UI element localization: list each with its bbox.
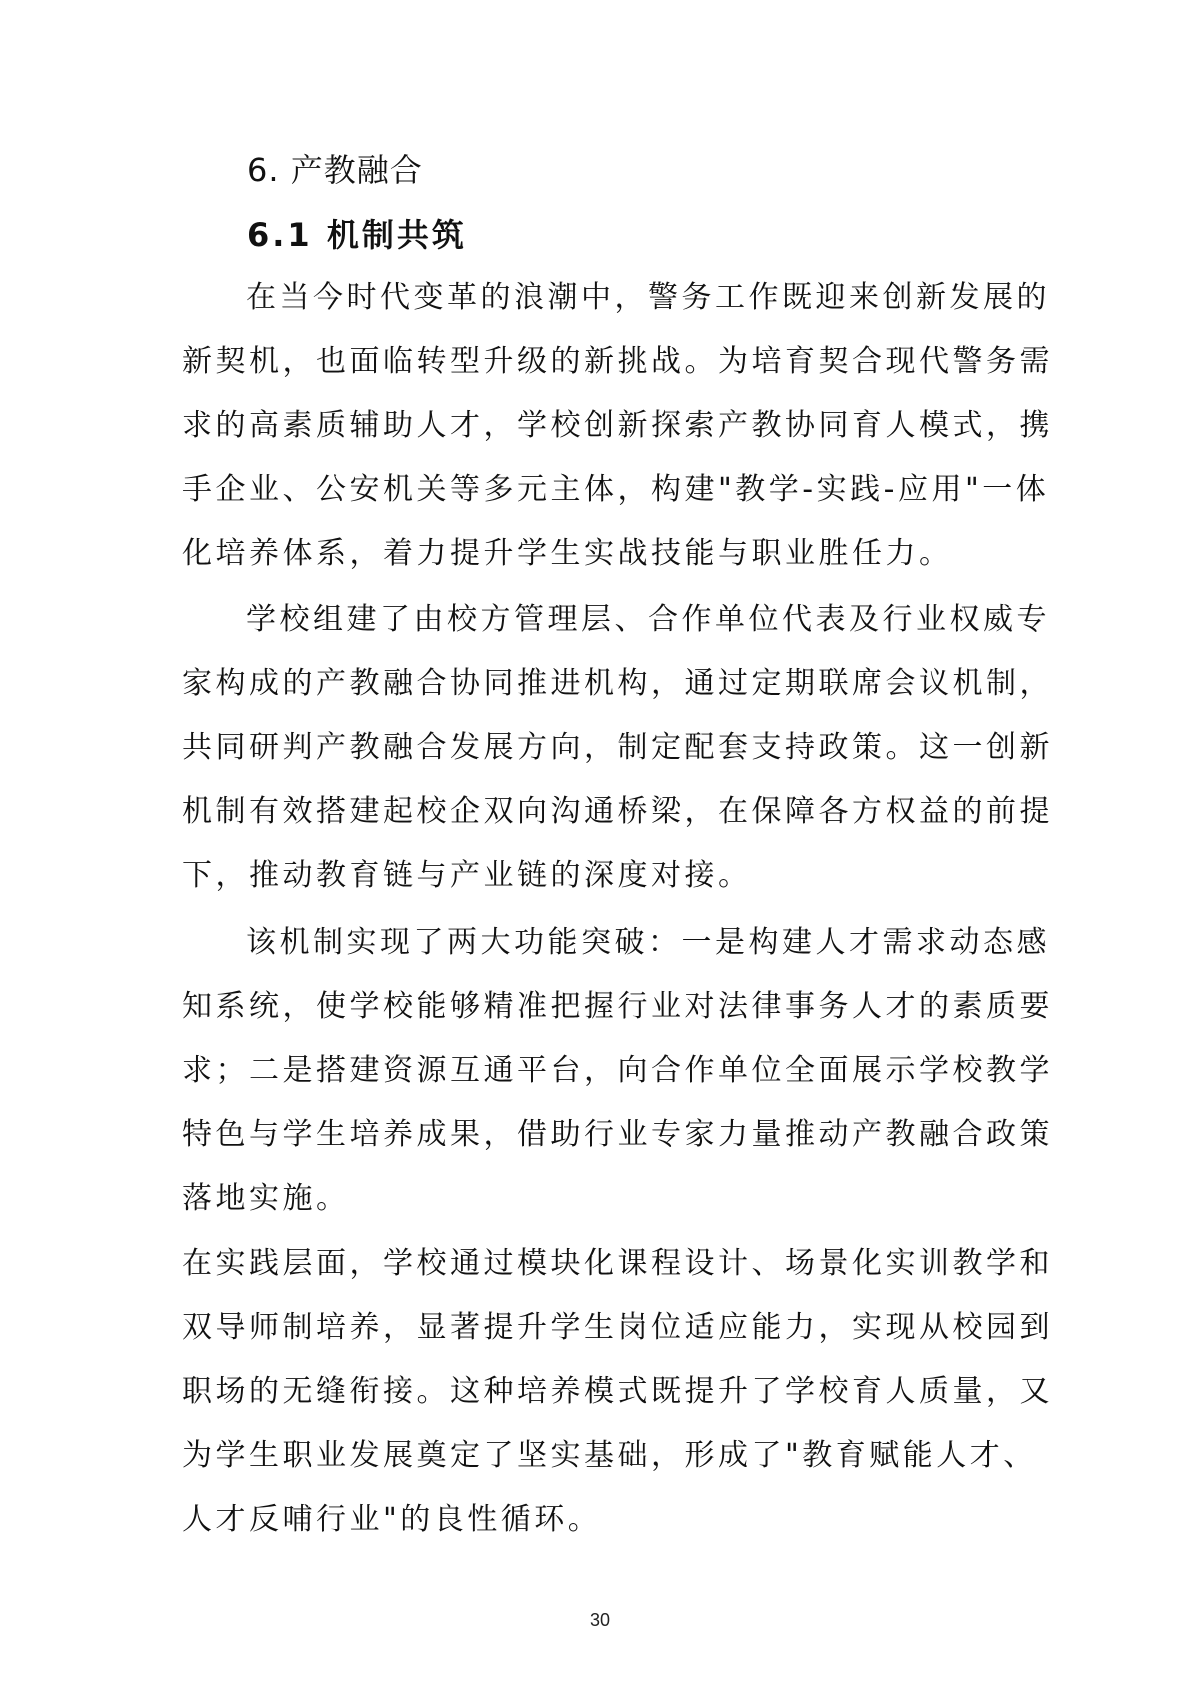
paragraph-line: 在当今时代变革的浪潮中，警务工作既迎来创新发展的	[246, 280, 1050, 315]
paragraph-line: 为学生职业发展奠定了坚实基础，形成了"教育赋能人才、	[182, 1438, 1037, 1473]
paragraph-line: 职场的无缝衔接。这种培养模式既提升了学校育人质量，又	[182, 1374, 1053, 1409]
paragraph-line: 共同研判产教融合发展方向，制定配套支持政策。这一创新	[182, 730, 1053, 765]
paragraph-line: 家构成的产教融合协同推进机构，通过定期联席会议机制，	[182, 666, 1053, 701]
paragraph-4	[182, 1232, 1053, 1552]
section-heading: 6. 产教融合	[247, 151, 423, 189]
paragraph-line: 学校组建了由校方管理层、合作单位代表及行业权威专	[246, 602, 1050, 637]
paragraph-line: 下，推动教育链与产业链的深度对接。	[182, 858, 752, 893]
paragraph-3	[182, 911, 1053, 1231]
paragraph-line: 在实践层面，学校通过模块化课程设计、场景化实训教学和	[182, 1246, 1053, 1281]
subsection-heading: 6.1 机制共筑	[247, 216, 467, 254]
paragraph-line: 求的高素质辅助人才，学校创新探索产教协同育人模式，携	[182, 408, 1053, 443]
paragraph-line: 手企业、公安机关等多元主体，构建"教学-实践-应用"一体	[182, 472, 1050, 507]
page-number: 30	[589, 1610, 611, 1630]
paragraph-line: 人才反哺行业"的良性循环。	[182, 1502, 602, 1537]
paragraph-line: 化培养体系，着力提升学生实战技能与职业胜任力。	[182, 536, 953, 571]
paragraph-line: 特色与学生培养成果，借助行业专家力量推动产教融合政策	[182, 1117, 1053, 1152]
paragraph-1	[182, 266, 1053, 586]
paragraph-line: 知系统，使学校能够精准把握行业对法律事务人才的素质要	[182, 989, 1053, 1024]
paragraph-line: 该机制实现了两大功能突破：一是构建人才需求动态感	[246, 925, 1050, 960]
paragraph-line: 机制有效搭建起校企双向沟通桥梁，在保障各方权益的前提	[182, 794, 1053, 829]
paragraph-line: 新契机，也面临转型升级的新挑战。为培育契合现代警务需	[182, 344, 1053, 379]
paragraph-line: 双导师制培养，显著提升学生岗位适应能力，实现从校园到	[182, 1310, 1053, 1345]
paragraph-line: 落地实施。	[182, 1181, 350, 1216]
paragraph-2	[182, 588, 1053, 908]
paragraph-line: 求；二是搭建资源互通平台，向合作单位全面展示学校教学	[182, 1053, 1053, 1088]
